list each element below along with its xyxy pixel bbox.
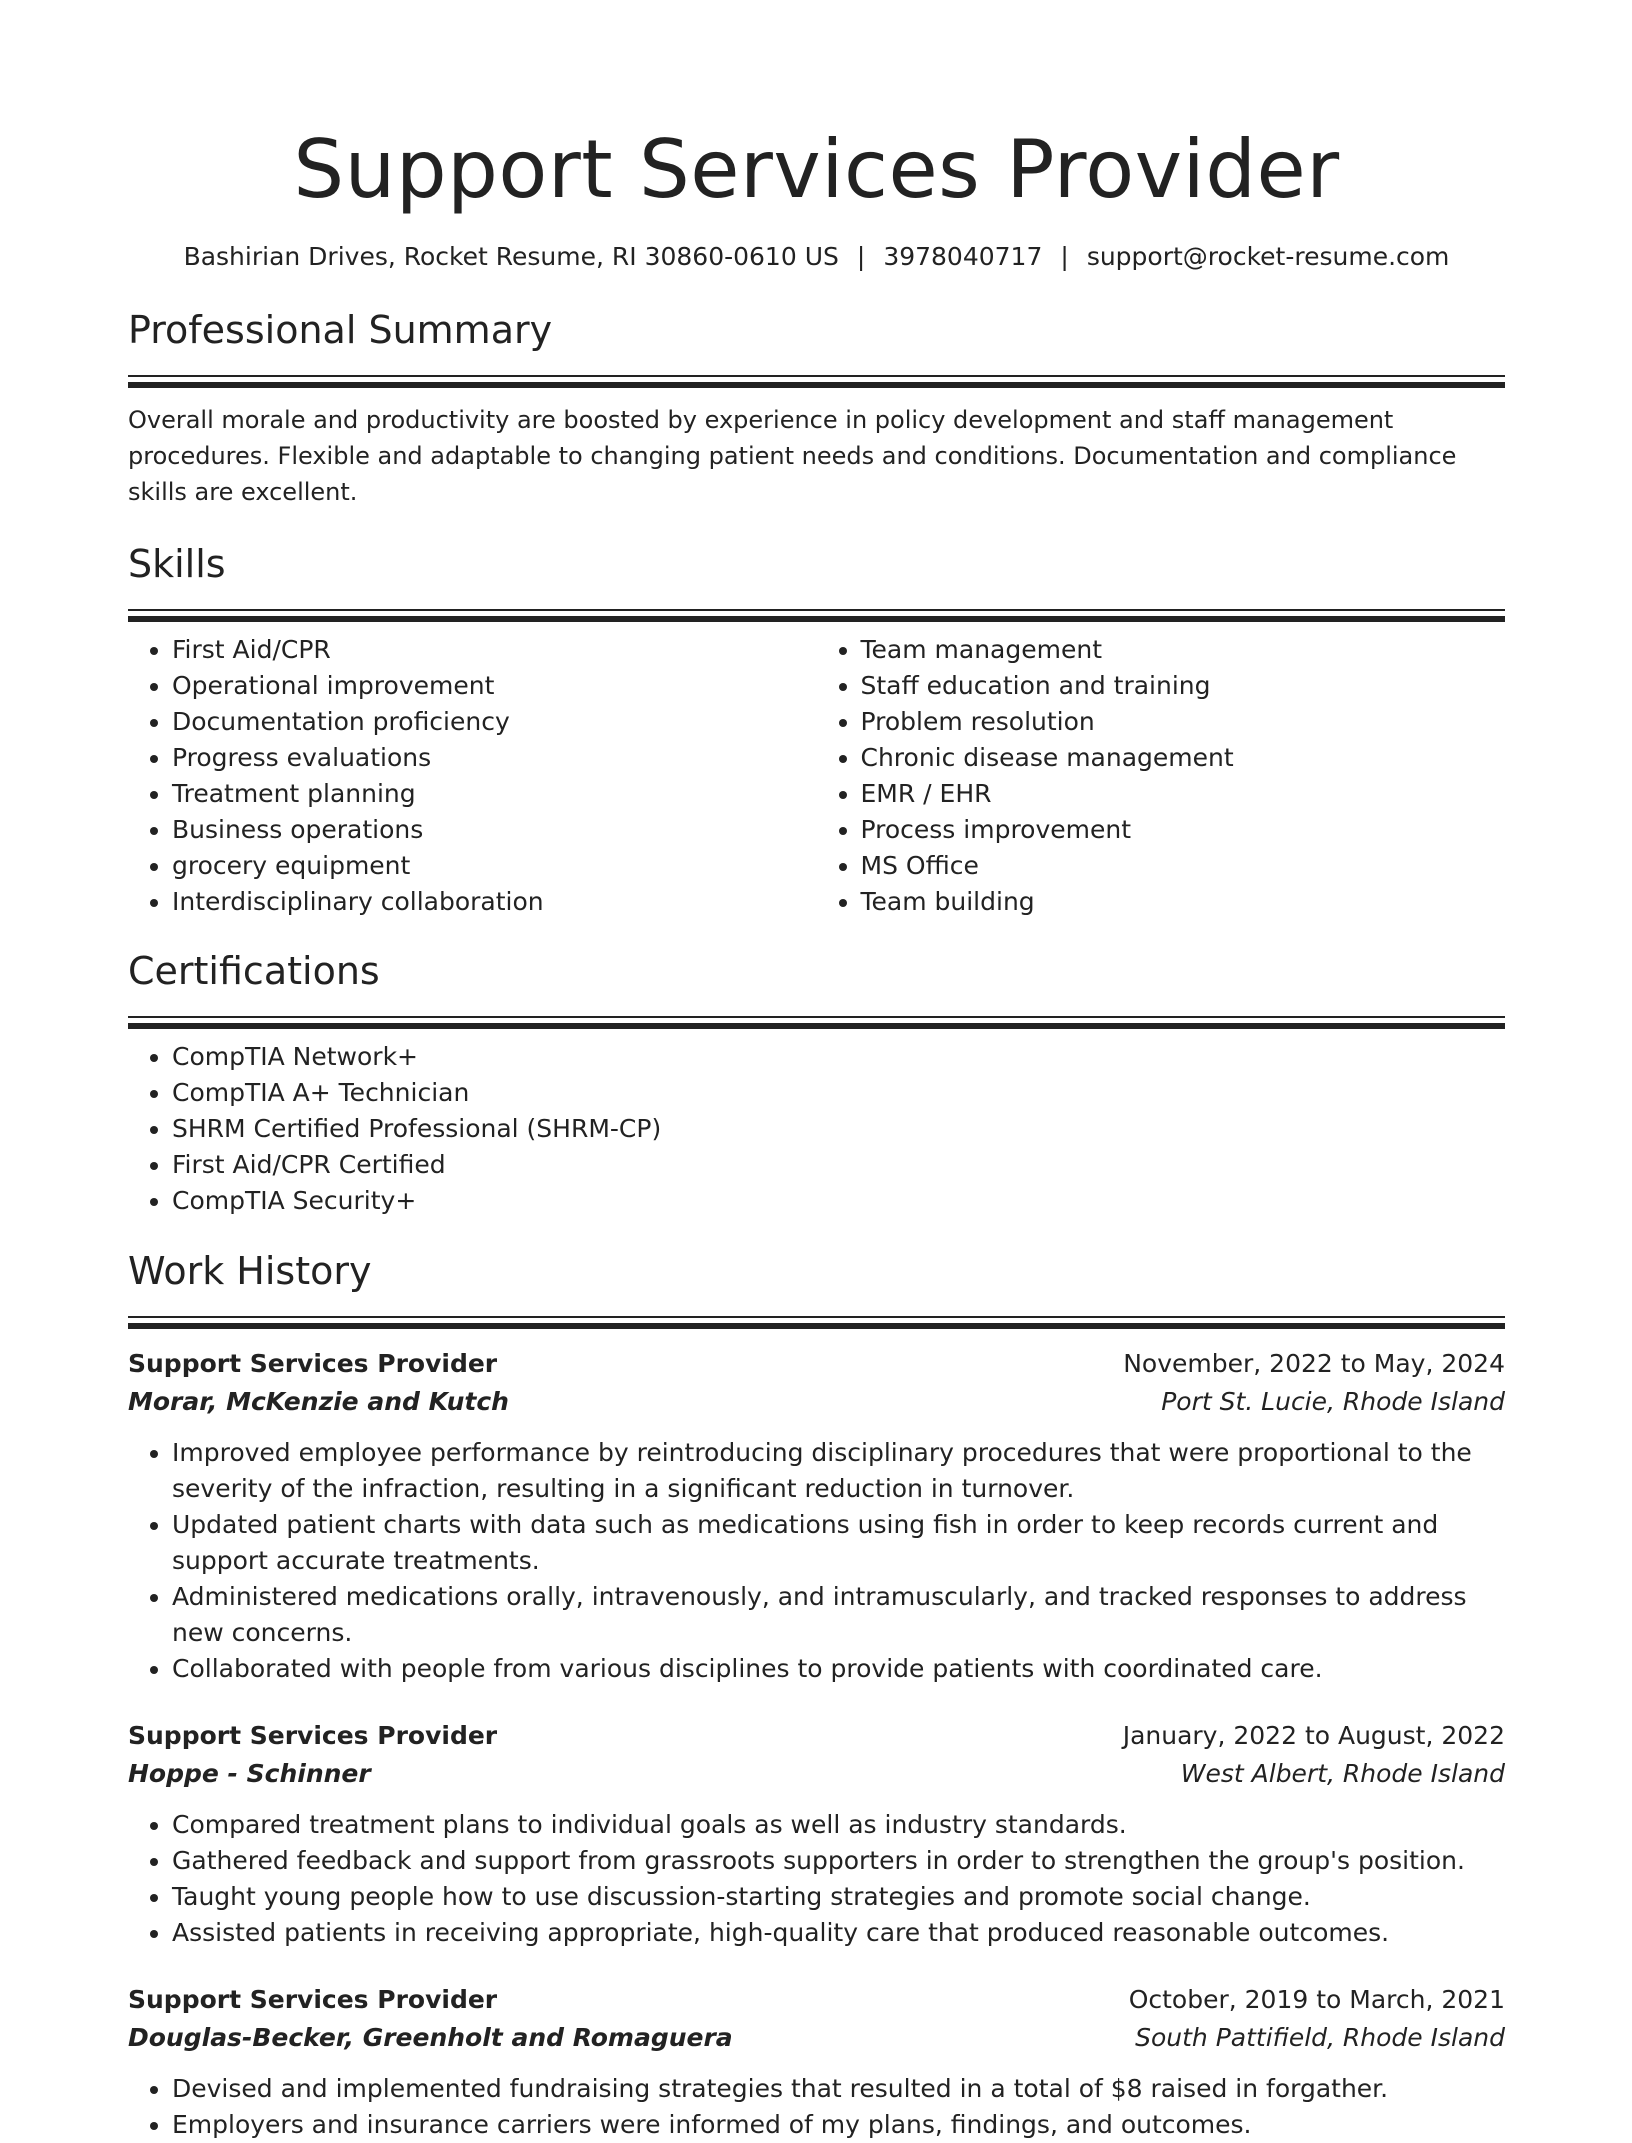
skill-item: • Business operations — [172, 812, 817, 848]
job-bullet: • Compared treatment plans to individual goals as well as industry standards. — [172, 1807, 1505, 1843]
contact-separator: | — [856, 242, 866, 271]
job-bullet: • Gathered feedback and support from grassroots supporters in order to strengthen the group's position. — [172, 1843, 1505, 1879]
skills-list-left — [128, 632, 817, 920]
job-location: West Albert, Rhode Island — [1180, 1759, 1505, 1788]
job-header — [128, 1345, 1505, 1383]
job-bullet: • Administered medications orally, intravenously, and intramuscularly, and tracked responses to address new concerns. — [172, 1579, 1505, 1651]
skill-item: • Chronic disease management — [861, 740, 1506, 776]
section-title-certifications: Certifications — [128, 949, 380, 993]
job-bullets — [128, 1435, 1505, 1687]
contact-address: Bashirian Drives, Rocket Resume, RI 30860-0610 US — [183, 242, 839, 271]
job-entry — [128, 1981, 1505, 2143]
job-subheader — [128, 1755, 1505, 1793]
job-company: Douglas-Becker, Greenholt and Romaguera — [128, 2023, 733, 2052]
contact-phone: 3978040717 — [883, 242, 1043, 271]
section-divider — [128, 1016, 1505, 1029]
job-bullet: • Collaborated with people from various disciplines to provide patients with coordinated care. — [172, 1651, 1505, 1687]
job-title: Support Services Provider — [128, 1349, 498, 1378]
section-work-history — [128, 1246, 1505, 2143]
skill-item: • Problem resolution — [861, 704, 1506, 740]
contact-email[interactable]: support@rocket-resume.com — [1086, 242, 1450, 271]
job-bullet: • Updated patient charts with data such as medications using fish in order to keep records current and support accurate treatments. — [172, 1507, 1505, 1579]
job-company: Morar, McKenzie and Kutch — [128, 1387, 509, 1416]
skill-item: • Team building — [861, 884, 1506, 920]
skill-item: • Staff education and training — [861, 668, 1506, 704]
skill-item: • Interdisciplinary collaboration — [172, 884, 817, 920]
section-title-summary: Professional Summary — [128, 308, 553, 352]
section-certifications — [128, 946, 1505, 1219]
job-header — [128, 1717, 1505, 1755]
skill-item: • grocery equipment — [172, 848, 817, 884]
section-title-skills: Skills — [128, 542, 226, 586]
skill-item: • Team management — [861, 632, 1506, 668]
job-title: Support Services Provider — [128, 1721, 498, 1750]
contact-line — [128, 240, 1505, 274]
skill-item: • Documentation proficiency — [172, 704, 817, 740]
section-divider — [128, 609, 1505, 622]
job-bullet: • Assisted patients in receiving appropriate, high-quality care that produced reasonable outcomes. — [172, 1915, 1505, 1951]
certification-item: • CompTIA A+ Technician — [172, 1075, 1505, 1111]
section-divider — [128, 375, 1505, 388]
certifications-list — [128, 1039, 1505, 1219]
job-bullet: • Employers and insurance carriers were informed of my plans, findings, and outcomes. — [172, 2107, 1505, 2143]
skill-item: • Process improvement — [861, 812, 1506, 848]
skill-item: • First Aid/CPR — [172, 632, 817, 668]
skills-list-right — [817, 632, 1506, 920]
contact-separator: | — [1060, 242, 1069, 271]
job-title: Support Services Provider — [128, 1985, 498, 2014]
job-company: Hoppe - Schinner — [128, 1759, 371, 1788]
job-bullet: • Taught young people how to use discussion-starting strategies and promote social change. — [172, 1879, 1505, 1915]
certification-item: • CompTIA Network+ — [172, 1039, 1505, 1075]
job-entry — [128, 1717, 1505, 1951]
skill-item: • EMR / EHR — [861, 776, 1506, 812]
section-summary — [128, 305, 1505, 510]
section-skills — [128, 539, 1505, 920]
job-subheader — [128, 1383, 1505, 1421]
skill-item: • MS Office — [861, 848, 1506, 884]
job-dates: October, 2019 to March, 2021 — [1128, 1985, 1505, 2014]
skills-grid — [128, 632, 1505, 920]
job-location: South Pattifield, Rhode Island — [1135, 2023, 1505, 2052]
skill-item: • Operational improvement — [172, 668, 817, 704]
job-dates: January, 2022 to August, 2022 — [1122, 1721, 1505, 1750]
skill-item: • Treatment planning — [172, 776, 817, 812]
job-subheader — [128, 2019, 1505, 2057]
job-bullets — [128, 2071, 1505, 2143]
job-bullet: • Devised and implemented fundraising strategies that resulted in a total of $8 raised in forgather. — [172, 2071, 1505, 2107]
job-bullets — [128, 1807, 1505, 1951]
summary-text: Overall morale and productivity are boosted by experience in policy development and staff management procedures. Flexible and adaptable to changing patient needs and conditions. Documentation and compliance skills are excellent. — [128, 406, 1457, 506]
job-bullet: • Improved employee performance by reintroducing disciplinary procedures that were proportional to the severity of the infraction, resulting in a significant reduction in turnover. — [172, 1435, 1505, 1507]
candidate-name: Support Services Provider — [293, 123, 1340, 216]
job-dates: November, 2022 to May, 2024 — [1123, 1349, 1505, 1378]
certification-item: • CompTIA Security+ — [172, 1183, 1505, 1219]
skill-item: • Progress evaluations — [172, 740, 817, 776]
section-title-work-history: Work History — [128, 1249, 372, 1293]
job-entry — [128, 1345, 1505, 1687]
job-location: Port St. Lucie, Rhode Island — [1161, 1387, 1505, 1416]
certification-item: • SHRM Certified Professional (SHRM-CP) — [172, 1111, 1505, 1147]
section-divider — [128, 1316, 1505, 1329]
job-header — [128, 1981, 1505, 2019]
certification-item: • First Aid/CPR Certified — [172, 1147, 1505, 1183]
